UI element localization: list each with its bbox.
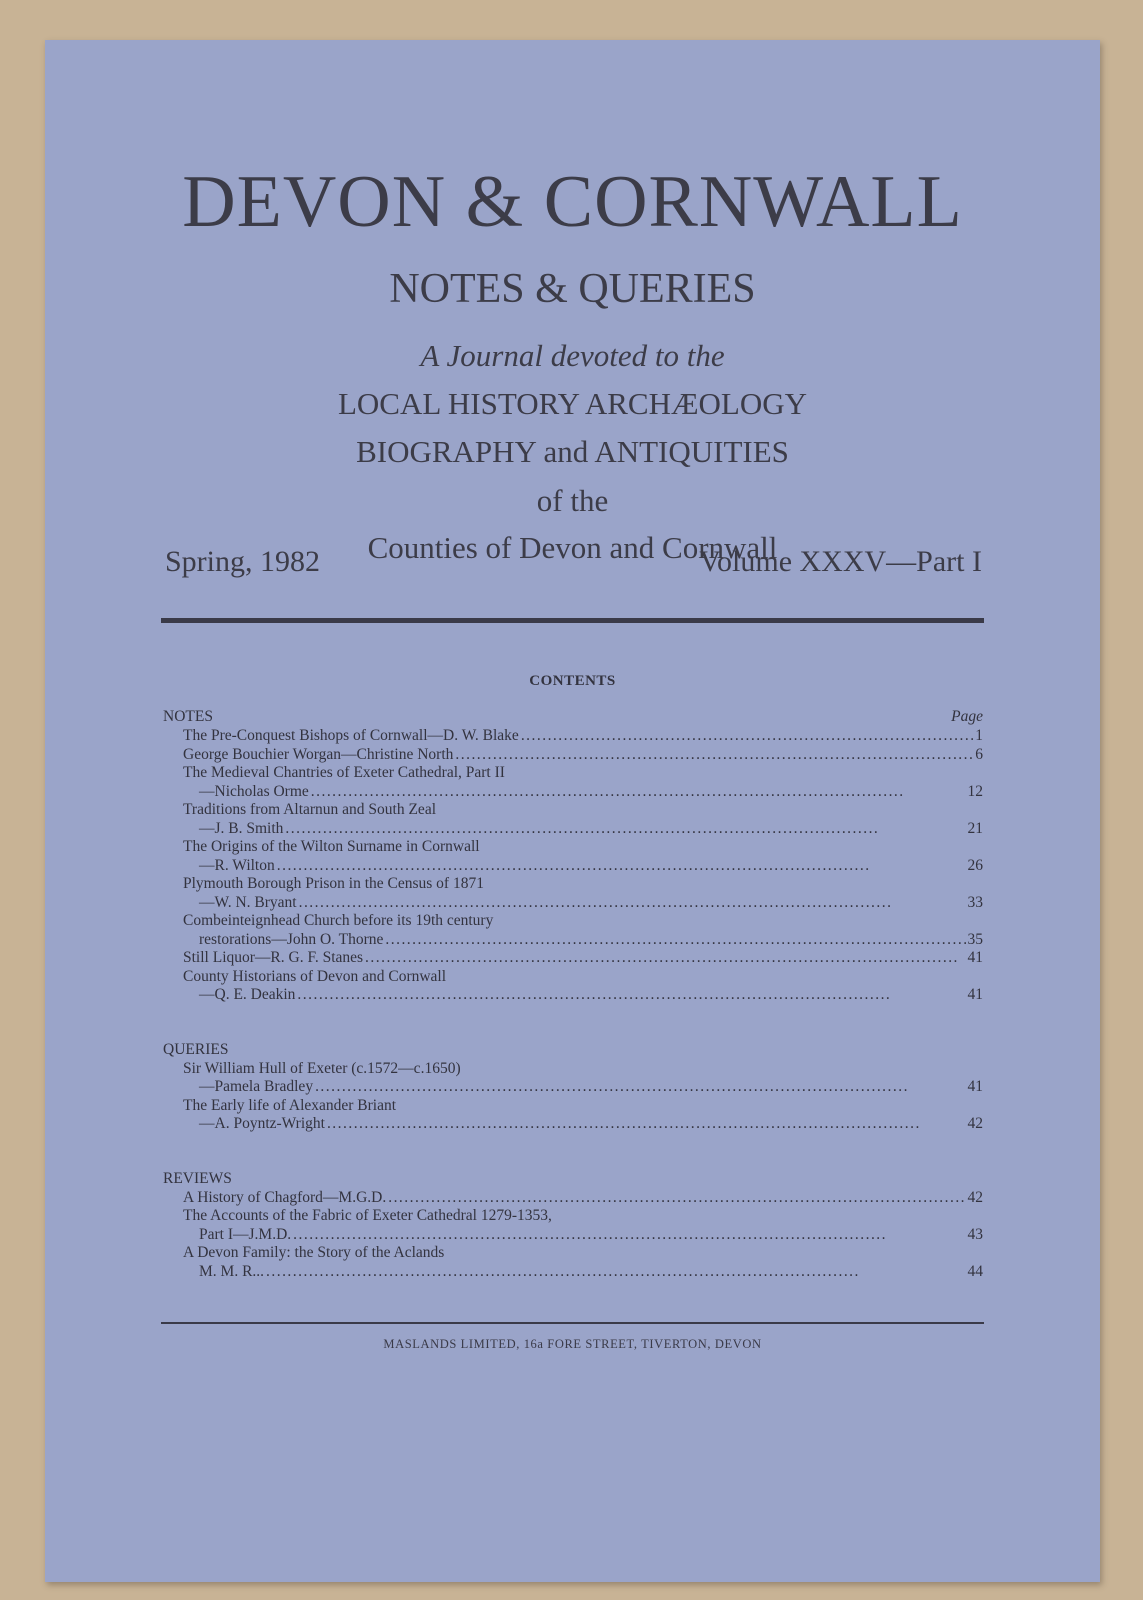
toc-entry-page: 41 — [967, 986, 983, 1003]
divider-thick — [161, 618, 984, 623]
leader-dots — [297, 986, 965, 1005]
toc-entry-page: 33 — [967, 893, 983, 911]
toc-entry — [183, 764, 983, 801]
toc-entry-page: 44 — [967, 1262, 983, 1280]
toc-entry-title: Still Liquor—R. G. F. Stanes — [183, 949, 364, 966]
toc-entry-title: County Historians of Devon and Cornwall — [183, 967, 447, 985]
section-reviews-label: REVIEWS — [163, 1169, 232, 1187]
toc-entry — [183, 746, 983, 765]
toc-entry — [183, 1189, 983, 1208]
toc-entry-title: The Accounts of the Fabric of Exeter Cathedral 1279-1353, — [183, 1207, 552, 1224]
toc-entry-title: The Early life of Alexander Briant — [183, 1096, 397, 1114]
toc-entry — [183, 1207, 983, 1244]
section-queries-label: QUERIES — [163, 1040, 229, 1058]
toc-entry-title: The Pre-Conquest Bishops of Cornwall—D. W. Blake — [183, 727, 519, 744]
toc-entry-page: 42 — [967, 1188, 983, 1206]
journal-subjects-1: LOCAL HISTORY ARCHÆOLOGY — [337, 386, 808, 421]
toc-entry — [183, 838, 983, 875]
journal-tagline: A Journal devoted to the — [420, 338, 725, 373]
issue-season: Spring, 1982 — [165, 545, 321, 578]
journal-counties: Counties of Devon and Cornwall — [367, 530, 778, 565]
toc-entry-title: George Bouchier Worgan—Christine North — [183, 745, 454, 763]
leader-dots — [388, 1189, 965, 1208]
divider-thin — [161, 1322, 984, 1324]
queries-list — [163, 1060, 983, 1134]
toc-entry-title: Sir William Hull of Exeter (c.1572—c.1650) — [183, 1059, 461, 1077]
toc-entry-page: 21 — [967, 819, 983, 837]
toc-entry-author: —Pamela Bradley — [199, 1078, 314, 1095]
toc-entry — [183, 1244, 983, 1281]
toc-entry-author: —Nicholas Orme — [199, 782, 309, 800]
toc-entry-title: Plymouth Borough Prison in the Census of 1871 — [183, 875, 484, 892]
journal-of-the: of the — [536, 483, 609, 518]
leader-dots — [455, 746, 973, 765]
toc-entry-author: —W. N. Bryant — [199, 893, 297, 911]
toc-entry-title: Traditions from Altarnun and South Zeal — [183, 801, 437, 818]
page-column-label: Page — [951, 708, 983, 725]
toc-entry-author: restorations—John O. Thorne — [199, 930, 384, 948]
journal-title: DEVON & CORNWALL — [182, 161, 963, 243]
toc-entry-author: —A. Poyntz-Wright — [199, 1115, 325, 1132]
toc-entry — [183, 949, 983, 968]
journal-subtitle: NOTES & QUERIES — [389, 266, 756, 312]
toc-entry-title: The Origins of the Wilton Surname in Cornwall — [183, 838, 480, 855]
section-heading-reviews — [163, 1170, 983, 1189]
toc-entry-page: 42 — [967, 1115, 983, 1132]
toc-entry-author: M. M. R... — [199, 1262, 265, 1280]
toc-entry-page: 26 — [967, 856, 983, 874]
toc-entry-title: The Medieval Chantries of Exeter Cathedral, Part II — [183, 764, 505, 781]
leader-dots — [285, 820, 965, 839]
leader-dots — [299, 894, 966, 913]
leader-dots — [311, 783, 966, 802]
toc-entry-title: Combeinteignhead Church before its 19th century — [183, 912, 494, 929]
notes-list — [163, 727, 983, 1005]
toc-entry — [183, 801, 983, 838]
toc-entry-author: —R. Wilton — [199, 856, 275, 874]
leader-dots — [327, 1115, 966, 1134]
toc-entry — [183, 1097, 983, 1134]
toc-entry-title: A History of Chagford—M.G.D. — [183, 1188, 387, 1206]
leader-dots — [385, 931, 965, 950]
toc-entry-page: 12 — [967, 782, 983, 800]
reviews-list — [163, 1189, 983, 1282]
section-notes-label: NOTES — [163, 708, 213, 725]
toc-entry — [183, 727, 983, 746]
section-heading-notes — [163, 708, 983, 727]
toc-entry-page: 41 — [967, 1078, 983, 1095]
toc-entry-page: 41 — [967, 949, 983, 966]
leader-dots — [521, 727, 973, 746]
toc-entry-page: 1 — [975, 727, 983, 744]
toc-entry — [183, 912, 983, 949]
section-heading-queries — [163, 1041, 983, 1060]
publisher-imprint: MASLANDS LIMITED, 16a FORE STREET, TIVERTON, DEVON — [383, 1337, 762, 1351]
journal-cover — [45, 40, 1100, 1582]
journal-subjects-2: BIOGRAPHY and ANTIQUITIES — [356, 434, 789, 469]
leader-dots — [266, 1263, 965, 1282]
issue-volume: Volume XXXV—Part I — [699, 545, 982, 578]
toc-entry-author: —J. B. Smith — [199, 819, 284, 837]
table-of-contents — [163, 708, 983, 1281]
toc-entry — [183, 875, 983, 912]
toc-entry-title: A Devon Family: the Story of the Aclands — [183, 1244, 445, 1261]
toc-entry-author: Part I—J.M.D. — [199, 1225, 292, 1243]
toc-entry-page: 6 — [975, 745, 983, 763]
toc-entry — [183, 1060, 983, 1097]
toc-entry-author: —Q. E. Deakin — [199, 986, 296, 1003]
contents-heading: CONTENTS — [529, 673, 616, 689]
toc-entry-page: 43 — [967, 1225, 983, 1243]
toc-entry — [183, 968, 983, 1005]
leader-dots — [277, 857, 966, 876]
leader-dots — [315, 1078, 965, 1097]
toc-entry-page: 35 — [967, 930, 983, 948]
leader-dots — [365, 949, 965, 968]
leader-dots — [293, 1226, 965, 1245]
